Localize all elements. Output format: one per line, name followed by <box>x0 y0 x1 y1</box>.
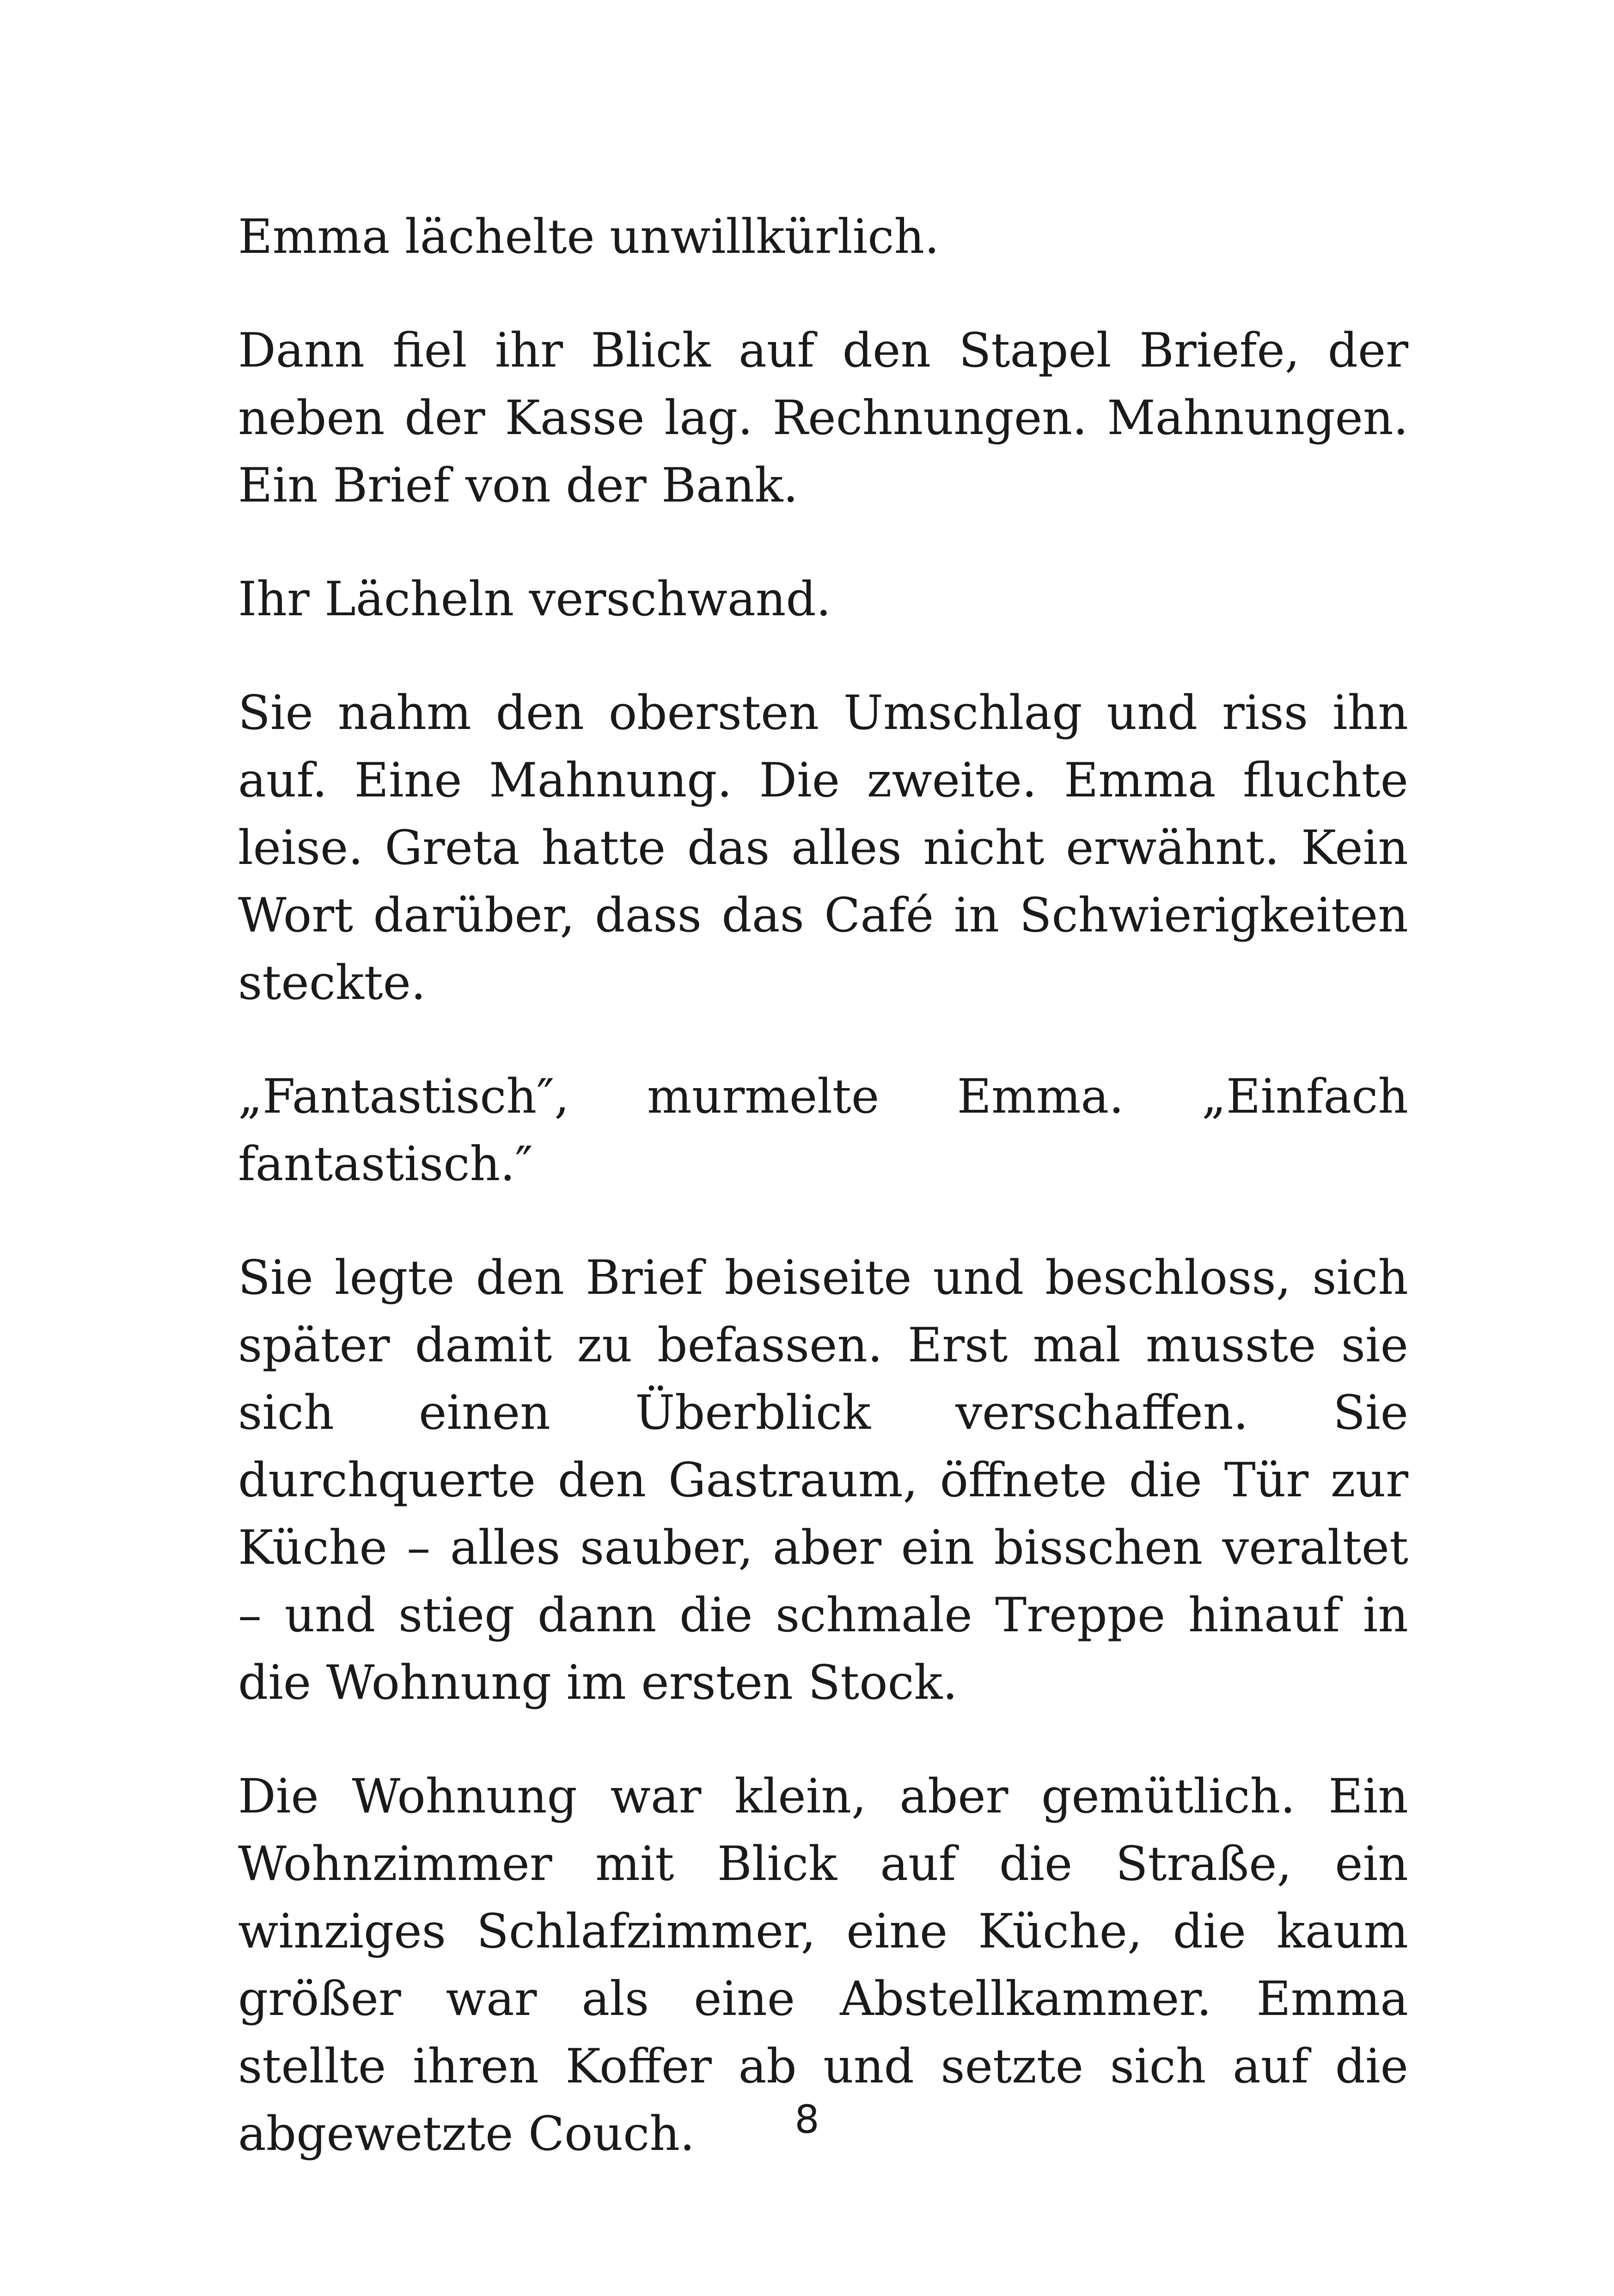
paragraph-1: Emma lächelte unwillkürlich. <box>238 209 940 264</box>
paragraph-3: Ihr Lächeln verschwand. <box>238 572 831 627</box>
paragraph-6: Sie legte den Brief beiseite und beschloss, sich später damit zu befassen. Erst mal musste sie sich einen Überblick verschaffen. Sie durchquerte den Gastraum, öffnete die Tür zur Küche – alles sauber, aber ein bisschen veraltet – und stieg dann die schmale Treppe hinauf in die Wohnung im ersten Stock. <box>238 1250 1408 1710</box>
paragraph-7: Die Wohnung war klein, aber gemütlich. Ein Wohnzimmer mit Blick auf die Straße, ein winziges Schlafzimmer, eine Küche, die kaum größer war als eine Abstellkammer. Emma stellte ihren Koffer ab und setzte sich auf die abgewetzte Couch. <box>238 1769 1408 2161</box>
paragraph-2: Dann fiel ihr Blick auf den Stapel Briefe, der neben der Kasse lag. Rechnungen. Mahnungen. Ein Brief von der Bank. <box>238 323 1408 513</box>
body-text <box>238 203 1408 2214</box>
paragraph-4: Sie nahm den obersten Umschlag und riss ihn auf. Eine Mahnung. Die zweite. Emma fluchte leise. Greta hatte das alles nicht erwähnt. Kein Wort darüber, dass das Café in Schwierigkeiten steckte. <box>238 686 1408 1010</box>
paragraph-5: „Fantastisch″, murmelte Emma. „Einfach fantastisch.″ <box>238 1069 1408 1192</box>
page-number: 8 <box>795 2097 819 2142</box>
